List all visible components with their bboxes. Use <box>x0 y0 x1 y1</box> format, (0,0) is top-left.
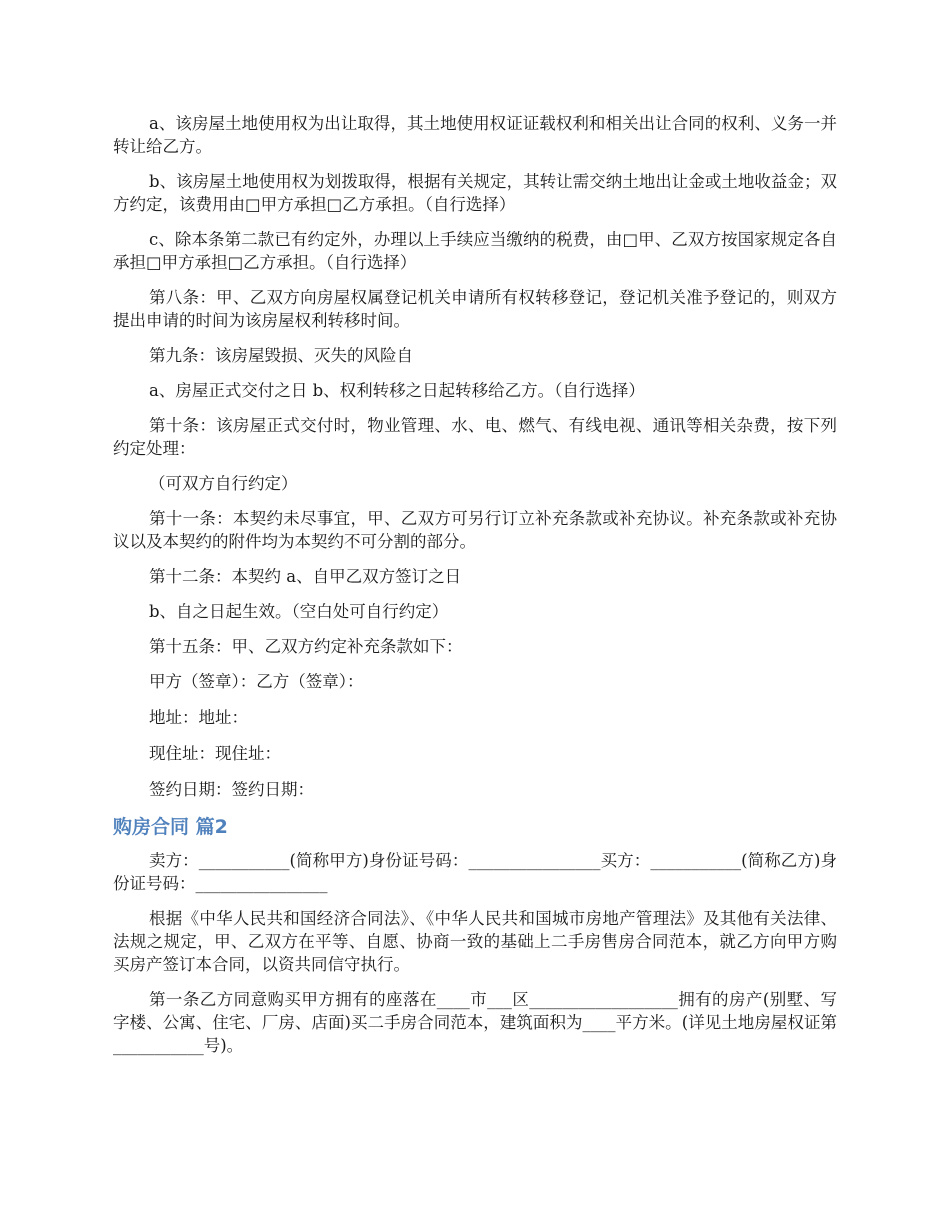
paragraph-article-12: 第十二条：本契约 a、自甲乙双方签订之日 <box>149 567 462 586</box>
paragraph-article-8: 第八条：甲、乙双方向房屋权属登记机关申请所有权转移登记，登记机关准予登记的，则双方提出申请的时间为该房屋权利转移时间。 <box>113 288 837 330</box>
document-body <box>113 112 837 1069</box>
section-heading: 购房合同 篇2 <box>113 816 228 838</box>
paragraph-land-use-b: b、该房屋土地使用权为划拨取得，根据有关规定，其转让需交纳土地出让金或土地收益金；双方约定，该费用由□甲方承担□乙方承担。（自行选择） <box>113 172 837 214</box>
paragraph-article-10: 第十条：该房屋正式交付时，物业管理、水、电、燃气、有线电视、通讯等相关杂费，按下列约定处理： <box>113 416 837 458</box>
paragraph-article-1: 第一条乙方同意购买甲方拥有的座落在____市___区__________________拥有的房产(别墅、写字楼、公寓、住宅、厂房、店面)买二手房合同范本，建筑面积为____平方米。(详见土地房屋权证第___________号)。 <box>113 990 837 1055</box>
address-line: 地址：地址： <box>149 708 248 727</box>
paragraph-article-12-option-b: b、自之日起生效。（空白处可自行约定） <box>149 602 449 621</box>
paragraph-article-15: 第十五条：甲、乙双方约定补充条款如下： <box>149 637 463 656</box>
signing-date-line: 签约日期：签约日期： <box>149 780 314 799</box>
paragraph-article-9: 第九条：该房屋毁损、灭失的风险自 <box>149 346 413 365</box>
paragraph-land-use-a: a、该房屋土地使用权为出让取得，其土地使用权证证载权利和相关出让合同的权利、义务一并转让给乙方。 <box>113 114 837 156</box>
paragraph-article-10-note: （可双方自行约定） <box>149 474 298 493</box>
paragraph-article-11: 第十一条：本契约未尽事宜，甲、乙双方可另行订立补充条款或补充协议。补充条款或补充协议以及本契约的附件均为本契约不可分割的部分。 <box>113 509 837 551</box>
signature-line: 甲方（签章）：乙方（签章）： <box>149 672 364 691</box>
paragraph-legal-basis: 根据《中华人民共和国经济合同法》、《中华人民共和国城市房地产管理法》及其他有关法律、法规之规定，甲、乙双方在平等、自愿、协商一致的基础上二手房售房合同范本，就乙方向甲方购买房产签订本合同，以资共同信守执行。 <box>113 909 837 974</box>
paragraph-article-9-options: a、房屋正式交付之日 b、权利转移之日起转移给乙方。（自行选择） <box>149 381 645 400</box>
paragraph-parties: 卖方：___________(简称甲方)身份证号码：________________买方：___________(简称乙方)身份证号码：________________ <box>113 851 837 893</box>
paragraph-tax-c: c、除本条第二款已有约定外，办理以上手续应当缴纳的税费，由□甲、乙双方按国家规定各自承担□甲方承担□乙方承担。（自行选择） <box>113 230 837 272</box>
current-address-line: 现住址：现住址： <box>149 744 281 763</box>
